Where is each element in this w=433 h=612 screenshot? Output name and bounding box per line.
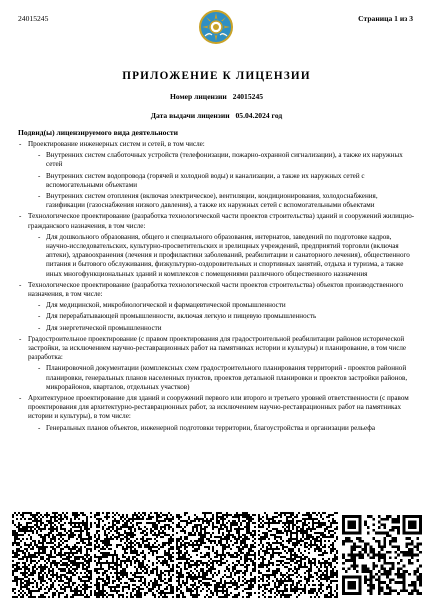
bullet-icon: -	[19, 280, 22, 289]
sub-activity-text: Для энергетической промышленности	[46, 323, 162, 332]
activity-item	[18, 394, 416, 433]
bullet-icon: -	[38, 364, 41, 373]
sub-activity-list	[36, 301, 416, 333]
activity-item	[18, 335, 416, 392]
activity-item	[18, 281, 416, 333]
activity-list	[18, 140, 416, 435]
bullet-icon: -	[38, 301, 41, 310]
data-noise-icon	[258, 512, 338, 598]
activity-item-text: Технологическое проектирование (разработка технологической части проектов строительства) зданий и сооружений жилищно-гражданского назначения, в том числе:	[28, 212, 415, 230]
activity-item-text: Технологическое проектирование (разработка технологической части проектов строительства) объектов производственного назначения, в том числе:	[28, 280, 404, 299]
bullet-icon: -	[38, 423, 41, 432]
sub-activity-list	[36, 151, 416, 210]
activity-item-text: Архитектурное проектирование для зданий и сооружений первого или второго и третьего уровней ответственности (с правом проектирования для архитектурно-реставрационных работ, за исключением научно-реставрационных работ на памятниках истории и культуры), в том числе:	[28, 394, 409, 421]
sub-activity-item	[36, 424, 416, 433]
state-emblem-icon	[199, 10, 233, 44]
data-noise-icon	[176, 512, 256, 598]
sub-activity-item	[36, 364, 416, 392]
sub-activity-item	[36, 324, 416, 333]
bullet-icon: -	[38, 151, 41, 160]
license-date-label: Дата выдачи лицензии	[150, 111, 230, 120]
activity-item	[18, 212, 416, 278]
sub-activity-text: Внутренних систем слаботочных устройств (телефонизации, пожарно-охранной сигнализации), а также их наружных сетей	[46, 151, 403, 169]
sub-activity-text: Планировочной документации (комплексных схем градостроительного планирования территорий - проектов районной планировки, генеральных планов населенных пунктов, проектов детальной планировки и проектов застройки районов, микрорайонов, кварталов, отдельных участков)	[46, 364, 408, 391]
bullet-icon: -	[19, 394, 22, 403]
sub-activity-list	[36, 233, 416, 279]
bullet-icon: -	[19, 212, 22, 221]
activity-item-text: Градостроительное проектирование (с правом проектирования для градостроительной реабилитации районов исторической застройки, за исключением научно-реставрационных работ на памятниках истории и культуры) и планирование, в том числе разработка:	[28, 334, 407, 362]
sub-activity-text: Для дошкольного образования, общего и специального образования, интернатов, заведений по подготовке кадров, научно-исследовательских, культурно-просветительских и зрелищных учреждений, предприятий торговли (включая аптеки), здравоохранения (лечения и профилактики заболеваний, реабилитации и санаторного лечения), общественного питания и бытового обслуживания, физкультурно-оздоровительных и спортивных занятий, отдыха и туризма, а также иных многофункциональных зданий и комплексов с помещениями различного общественного назначения	[46, 232, 410, 278]
sub-activity-item	[36, 172, 416, 190]
bullet-icon: -	[38, 312, 41, 321]
bullet-icon: -	[19, 140, 22, 148]
sub-activity-item	[36, 312, 416, 321]
sub-activity-text: Внутренних систем отопления (включая электрическое), вентиляции, кондиционирования, холодоснабжения, газификации (газоснабжения низкого давления), а также их наружных сетей с вспомогательными объектами	[46, 192, 378, 210]
license-number-value: 24015245	[232, 92, 264, 101]
activity-item-text: Проектирование инженерных систем и сетей, в том числе:	[28, 140, 205, 148]
sub-activity-list	[36, 424, 416, 433]
bullet-icon: -	[38, 323, 41, 332]
sub-activity-item	[36, 192, 416, 210]
page-title: ПРИЛОЖЕНИЕ К ЛИЦЕНЗИИ	[122, 70, 311, 82]
sub-activity-item	[36, 151, 416, 169]
sub-activity-text: Генеральных планов объектов, инженерной подготовки территории, благоустройства и организации рельефа	[46, 423, 376, 432]
data-noise-icon	[12, 512, 92, 598]
data-noise-icon	[94, 512, 174, 598]
document-number: 24015245	[18, 14, 49, 23]
bullet-icon: -	[38, 232, 41, 241]
license-issue-date	[0, 111, 433, 120]
sub-activity-item	[36, 301, 416, 310]
license-number-label: Номер лицензии	[169, 92, 227, 101]
page-counter: Страница 1 из 3	[358, 14, 413, 23]
sub-activity-list	[36, 364, 416, 392]
verification-codes	[12, 512, 422, 598]
bullet-icon: -	[19, 334, 22, 343]
activity-item	[18, 140, 416, 210]
bullet-icon: -	[38, 171, 41, 180]
sub-activity-text: Внутренних систем водопровода (горячей и холодной воды) и канализации, а также их наружных сетей с вспомогательными объектами	[46, 171, 365, 189]
license-date-value: 05.04.2024 год	[235, 111, 283, 120]
qr-code-icon	[342, 515, 422, 595]
section-heading: Подвид(ы) лицензируемого вида деятельности	[18, 128, 178, 137]
license-number	[0, 92, 433, 101]
bullet-icon: -	[38, 192, 41, 201]
sub-activity-text: Для медицинской, микробиологической и фармацевтической промышленности	[46, 301, 286, 310]
sub-activity-item	[36, 233, 416, 279]
sub-activity-text: Для перерабатывающей промышленности, включая легкую и пищевую промышленность	[46, 312, 317, 321]
